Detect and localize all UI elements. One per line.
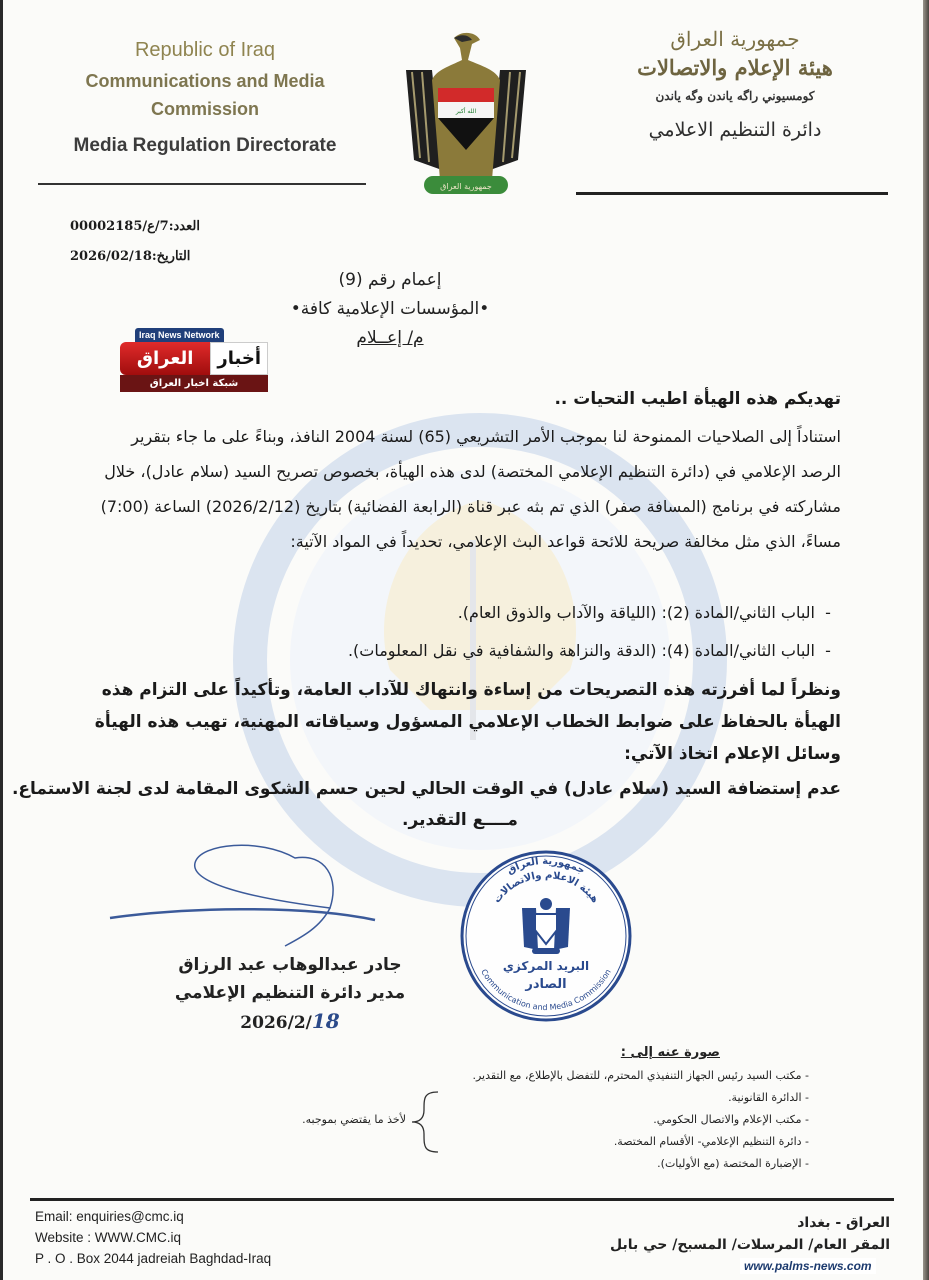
signature-date-printed: 2026/2/	[240, 1013, 312, 1033]
paragraph-line: استناداً إلى الصلاحيات الممنوحة لنا بموجب الأمر التشريعي (65) لسنة 2004 النافذ، وبناءً على ما جاء بتقرير	[131, 427, 841, 446]
cc-item: - الإضبارة المختصة (مع الأوليات).	[657, 1157, 809, 1170]
iraq-eagle-emblem-icon	[402, 30, 530, 200]
article-text: الباب الثاني/المادة (4): (الدقة والنزاهة والشفافية في نقل المعلومات).	[347, 641, 815, 660]
paragraph-line: مشاركته في برنامج (المسافة صفر) الذي تم بثه عبر قناة (الرابعة الفضائية) بتاريخ (2026/2/12) الساعة (7:00)	[100, 497, 841, 516]
footer-address	[560, 1212, 890, 1256]
cc-item: - مكتب السيد رئيس الجهاز التنفيذي المحترم، للتفضل بالإطلاع، مع التقدير.	[472, 1069, 809, 1082]
source-watermark: www.palms-news.com	[740, 1258, 876, 1274]
greeting: تهديكم هذه الهيأة اطيب التحيات ..	[554, 389, 841, 409]
header-directorate-ar: دائرة التنظيم الاعلامي	[648, 119, 822, 141]
closing: مــــع التقدير.	[402, 810, 518, 830]
stamp-org-text: هيئة الاعلام والاتصالات	[491, 869, 601, 906]
circular-heading	[260, 268, 520, 355]
paragraph-line: مساءً، الذي مثل مخالفة صريحة للائحة قواعد البث الإعلامي، تحديداً في المواد الآتية:	[290, 532, 841, 551]
reference-date-value: 2026/02/18	[70, 249, 152, 264]
news-logo-red: العراق	[120, 342, 210, 375]
news-network-logo	[120, 323, 268, 392]
footer-contact	[35, 1206, 271, 1269]
paragraph-line: وسائل الإعلام اتخاذ الآتي:	[624, 744, 841, 764]
scan-edge-left	[0, 0, 3, 1280]
cc-item: - مكتب الإعلام والاتصال الحكومي.	[653, 1113, 809, 1126]
header-arabic-republic: جمهورية العراق	[670, 27, 800, 51]
circular-recipient: •المؤسسات الإعلامية كافة•	[290, 299, 490, 319]
header-arabic-commission: هيئة الإعلام والاتصالات	[637, 55, 833, 80]
paragraph-line: الرصد الإعلامي في (دائرة التنظيم الإعلامي المختصة) لدى هذه الهيأة، بخصوص تصريح السيد (سلام عادل)، خلال	[104, 462, 841, 481]
header-divider-right	[576, 192, 888, 195]
footer-divider	[30, 1198, 894, 1201]
header-divider-left	[38, 183, 366, 185]
reference-block	[70, 218, 240, 278]
news-logo-top: Iraq News Network	[135, 328, 224, 342]
news-logo-white: أخبار	[210, 342, 268, 375]
article-item	[348, 638, 841, 664]
bullet-dash-icon: -	[825, 641, 831, 660]
decision: عدم إستضافة السيد (سلام عادل) في الوقت الحالي لحين حسم الشكوى المقامة لدى لجنة الاستماع.	[11, 779, 841, 799]
header-arabic	[590, 26, 880, 142]
reference-date-label: التاريخ:	[151, 249, 191, 264]
footer-website[interactable]: Website : WWW.CMC.iq	[35, 1230, 182, 1245]
reference-number	[70, 218, 240, 236]
paragraph-line: الهيأة بالحفاظ على ضوابط الخطاب الإعلامي المسؤول وسياقاته المهنية، تهيب هذه الهيأة	[94, 712, 841, 732]
header-kurdish-commission: كومسيوني راگه ياندن وگه ياندن	[655, 89, 815, 103]
stamp-center2: الصادر	[525, 977, 567, 992]
stamp-center1: البريد المركزي	[502, 959, 590, 973]
scan-edge-right	[923, 0, 929, 1280]
stamp-republic-text: جمهورية العراق	[505, 855, 587, 877]
cc-heading: صورة عنه إلى :	[620, 1045, 720, 1060]
reference-number-label: العدد:	[168, 219, 200, 234]
reference-date	[70, 248, 240, 266]
header-english	[40, 38, 370, 157]
brace-icon	[410, 1090, 440, 1154]
circular-subject: م/ إعــلام	[356, 328, 424, 348]
article-item	[458, 600, 841, 626]
paragraph-line: ونظراً لما أفرزته هذه التصريحات من إساءة وانتهاك للآداب العامة، وتأكيداً على التزام هذه	[101, 680, 841, 700]
header-commission-line2: Commission	[150, 99, 260, 119]
header-republic: Republic of Iraq	[134, 39, 276, 61]
signature-date-handwritten: 18	[311, 1009, 340, 1033]
footer-pobox: P . O . Box 2044 jadreiah Baghdad-Iraq	[35, 1251, 272, 1266]
footer-address-street: المقر العام/ المرسلات/ المسبح/ حي بابل	[609, 1237, 890, 1253]
signature-scribble-icon	[100, 838, 380, 948]
cc-item: - الدائرة القانونية.	[728, 1091, 809, 1104]
bullet-dash-icon: -	[825, 603, 831, 622]
stamp-english-text: Communication and Media Commission	[479, 967, 613, 1013]
signatory-title: مدير دائرة التنظيم الإعلامي	[174, 983, 406, 1003]
cc-item: - دائرة التنظيم الإعلامي- الأقسام المختصة.	[613, 1135, 809, 1148]
official-stamp-icon	[460, 850, 632, 1022]
signatory-name: جادر عبدالوهاب عبد الرزاق	[178, 955, 402, 975]
reference-number-value: 7/ع/00002185	[70, 219, 169, 234]
header-directorate-en: Media Regulation Directorate	[73, 135, 337, 156]
cc-bracket-note: لأخذ ما يقتضي بموجبه.	[302, 1113, 406, 1126]
header-commission-line1: Communications and Media	[85, 71, 325, 91]
signature-date	[160, 1008, 420, 1034]
circular-title: إعمام رقم (9)	[338, 270, 442, 290]
news-logo-bottom: شبكة اخبار العراق	[120, 375, 268, 392]
signature-block	[160, 952, 420, 1036]
emblem-caption: جمهورية العراق	[440, 182, 492, 191]
article-text: الباب الثاني/المادة (2): (اللياقة والآداب والذوق العام).	[457, 603, 815, 622]
footer-address-city: العراق - بغداد	[797, 1215, 890, 1231]
emblem-motto: الله أكبر	[455, 108, 477, 115]
footer-email[interactable]: Email: enquiries@cmc.iq	[35, 1209, 184, 1224]
